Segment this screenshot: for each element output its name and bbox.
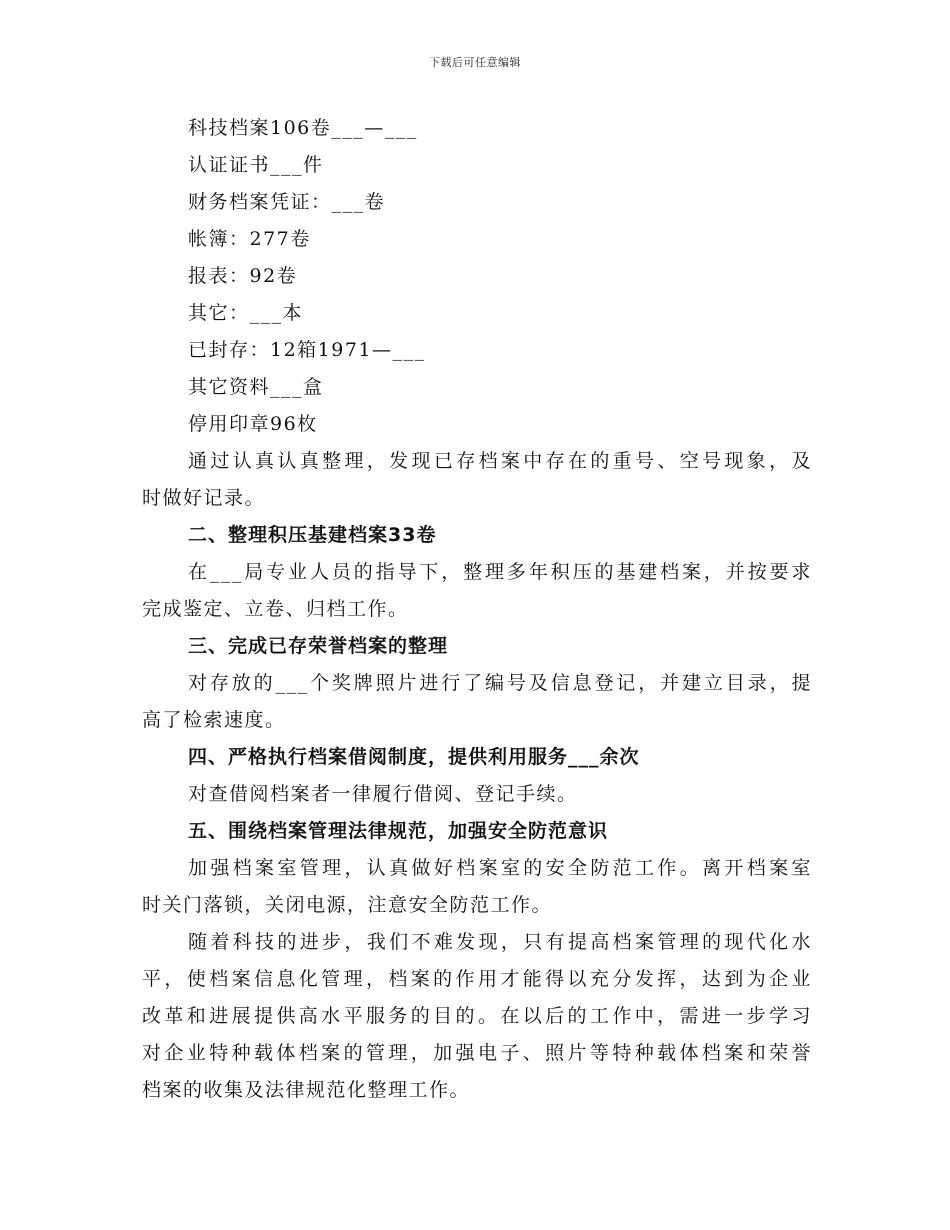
archive-item-retired-seals: 停用印章96枚 xyxy=(188,413,318,435)
section-heading-5: 五、围绕档案管理法律规范，加强安全防范意识 xyxy=(188,820,609,842)
page-header-note: 下载后可任意编辑 xyxy=(429,56,521,69)
paragraph-line: 时关门落锁，关闭电源，注意安全防范工作。 xyxy=(142,894,553,916)
archive-item-finance-vouchers: 财务档案凭证：___卷 xyxy=(188,191,386,213)
paragraph-line: 高了检索速度。 xyxy=(142,709,286,731)
paragraph-line: 随着科技的进步，我们不难发现，只有提高档案管理的现代化水 xyxy=(188,931,812,953)
section-heading-4: 四、严格执行档案借阅制度，提供利用服务___余次 xyxy=(188,746,640,768)
paragraph-line: 通过认真认真整理，发现已存档案中存在的重号、空号现象，及 xyxy=(188,450,812,472)
archive-item-ledgers: 帐簿：277卷 xyxy=(188,228,311,250)
paragraph-line: 档案的收集及法律规范化整理工作。 xyxy=(142,1079,471,1101)
section-heading-2: 二、整理积压基建档案33卷 xyxy=(188,524,437,546)
document-body xyxy=(142,110,812,1109)
archive-item-sealed: 已封存：12箱1971—___ xyxy=(188,339,426,361)
section-heading-3: 三、完成已存荣誉档案的整理 xyxy=(188,635,449,657)
paragraph-line: 加强档案室管理，认真做好档案室的安全防范工作。离开档案室 xyxy=(188,857,812,879)
paragraph-line: 完成鉴定、立卷、归档工作。 xyxy=(142,598,409,620)
archive-item-other: 其它：___本 xyxy=(188,302,304,324)
archive-item-reports: 报表：92卷 xyxy=(188,265,298,287)
paragraph-line: 对存放的___个奖牌照片进行了编号及信息登记，并建立目录，提 xyxy=(188,672,812,694)
paragraph-line: 对查借阅档案者一律履行借阅、登记手续。 xyxy=(188,783,578,805)
paragraph-line: 平，使档案信息化管理，档案的作用才能得以充分发挥，达到为企业 xyxy=(142,968,812,990)
archive-item-tech: 科技档案106卷___—___ xyxy=(188,117,418,139)
paragraph-line: 改革和进展提供高水平服务的目的。在以后的工作中，需进一步学习 xyxy=(142,1005,812,1027)
paragraph-line: 对企业特种载体档案的管理，加强电子、照片等特种载体档案和荣誉 xyxy=(142,1042,812,1064)
paragraph-line: 在___局专业人员的指导下，整理多年积压的基建档案，并按要求 xyxy=(188,561,812,583)
paragraph-line: 时做好记录。 xyxy=(142,487,266,509)
archive-item-other-materials: 其它资料___盒 xyxy=(188,376,324,398)
archive-item-certificates: 认证证书___件 xyxy=(188,154,324,176)
